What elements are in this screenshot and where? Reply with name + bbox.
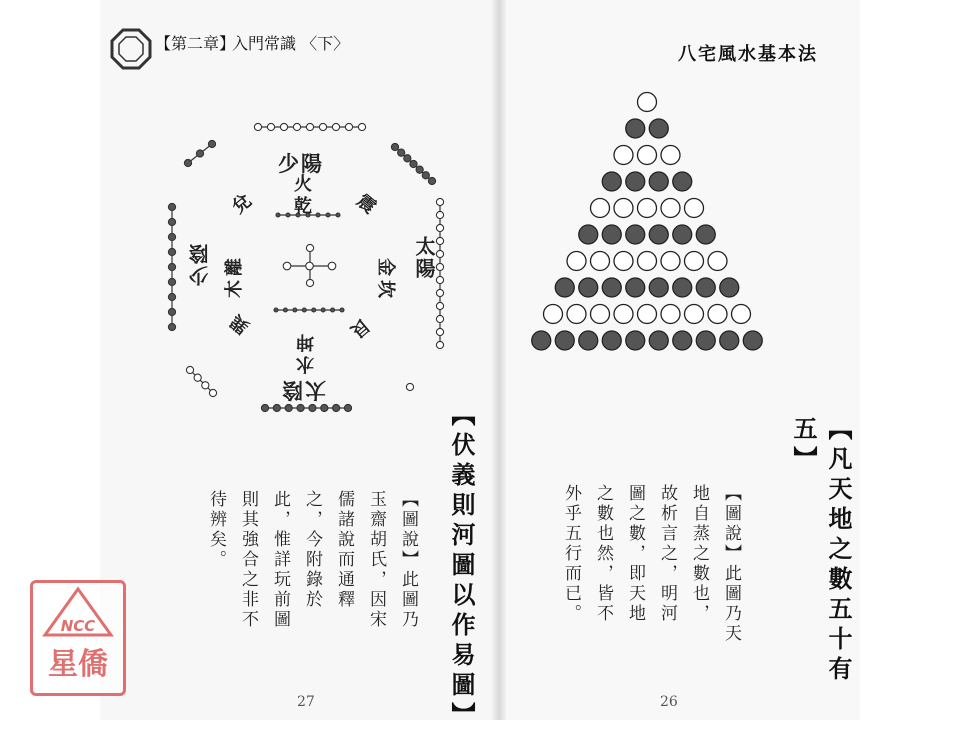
yang-dot — [661, 146, 680, 165]
left-body-column: 玉齋胡氏，因宋 — [366, 490, 386, 630]
yang-dot — [638, 93, 657, 112]
yang-dot — [661, 305, 680, 324]
yin-dot — [673, 331, 692, 350]
yin-dot — [602, 278, 621, 297]
yin-dot — [649, 225, 668, 244]
right-body-column: 故析言之，明河 — [657, 484, 677, 624]
right-body-column: 地自蒸之數也， — [689, 484, 709, 624]
label-gen: 艮 — [346, 314, 374, 342]
yang-dot — [685, 199, 704, 218]
left-page-title: 【伏義則河圖以作易圖】 — [447, 402, 476, 732]
label-tai-yang: 太陽 — [412, 236, 436, 280]
yang-dot — [708, 305, 727, 324]
yin-dot — [649, 172, 668, 191]
yin-dot — [720, 331, 739, 350]
watermark-ncc-text: NCC — [60, 617, 96, 635]
yang-dot — [591, 305, 610, 324]
yang-dot — [614, 252, 633, 271]
yin-dot — [673, 172, 692, 191]
yang-dot — [708, 252, 727, 271]
left-body-column: 此，惟詳玩前圖 — [270, 490, 290, 630]
label-tai-yin: 太陰 — [280, 378, 326, 403]
yin-dot — [649, 278, 668, 297]
yin-dot — [649, 331, 668, 350]
left-body-column: 【圖說】此圖乃 — [398, 490, 418, 630]
yang-dot — [614, 305, 633, 324]
yin-dot — [696, 225, 715, 244]
yin-dot — [696, 331, 715, 350]
yin-dot — [696, 278, 715, 297]
left-header-title: 入門常識 〈下〉 — [232, 34, 350, 53]
yang-dot — [638, 199, 657, 218]
yin-dot — [626, 278, 645, 297]
right-header-title: 八宅風水基本法 — [678, 44, 818, 65]
left-body-column: 則其強合之非不 — [238, 490, 258, 630]
yang-dot — [638, 305, 657, 324]
label-jin: 金 — [375, 258, 396, 276]
right-body-column: 外乎五行而已。 — [561, 484, 581, 624]
left-body-column: 之，今附錄於 — [302, 490, 322, 610]
left-body-column: 待辨矣。 — [206, 490, 226, 570]
left-body-column: 儒諸說而通釋 — [334, 490, 354, 610]
yang-dot — [614, 199, 633, 218]
yin-dot — [673, 278, 692, 297]
yin-dot — [626, 172, 645, 191]
yin-dot — [673, 225, 692, 244]
yang-dot — [661, 252, 680, 271]
yang-dot — [638, 146, 657, 165]
label-qian: 乾 — [294, 196, 312, 217]
watermark-brand-text: 星僑 — [48, 647, 108, 682]
yin-dot — [626, 119, 645, 138]
yang-dot — [544, 305, 563, 324]
yang-dot — [732, 305, 751, 324]
yang-dot — [638, 252, 657, 271]
label-shao-yin: 少陰 — [188, 242, 212, 286]
label-shao-yang: 少陽 — [278, 151, 324, 176]
yin-dot — [579, 278, 598, 297]
yang-dot — [567, 252, 586, 271]
yang-dot — [591, 252, 610, 271]
yang-dot — [614, 146, 633, 165]
right-page-title: 【凡天地之數五十有五】 — [789, 416, 853, 686]
right-body-column: 【圖說】此圖乃天 — [721, 484, 741, 644]
label-zhen: 震 — [352, 190, 380, 218]
left-header-chapter: 【第二章】 — [155, 34, 236, 53]
yin-dot — [720, 278, 739, 297]
yin-dot — [579, 331, 598, 350]
right-body-column: 之數也然，皆不 — [593, 484, 613, 624]
yin-dot — [602, 172, 621, 191]
label-kun: 坤 — [296, 331, 314, 352]
page-number-left: 27 — [297, 694, 315, 710]
ncc-watermark-logo — [30, 580, 126, 696]
right-body-column: 圖之數，即天地 — [625, 484, 645, 624]
yin-dot — [532, 331, 551, 350]
yin-dot — [626, 331, 645, 350]
yin-dot — [602, 331, 621, 350]
page-number-right: 26 — [660, 694, 678, 710]
yang-dot — [591, 199, 610, 218]
yin-dot — [555, 278, 574, 297]
label-kan: 坎 — [375, 280, 396, 298]
yin-dot — [579, 225, 598, 244]
yang-dot — [567, 305, 586, 324]
yin-dot — [743, 331, 762, 350]
yin-dot — [626, 225, 645, 244]
label-xun: 巽 — [226, 310, 254, 338]
yang-dot — [661, 199, 680, 218]
yin-dot — [602, 225, 621, 244]
label-dui: 兌 — [228, 190, 256, 218]
label-huo: 火 — [294, 174, 312, 195]
yang-dot — [685, 252, 704, 271]
label-shui: 水 — [296, 353, 314, 374]
yin-dot — [649, 119, 668, 138]
label-mu: 木 — [224, 280, 245, 298]
label-li: 離 — [224, 258, 245, 276]
yang-dot — [685, 305, 704, 324]
yin-dot — [555, 331, 574, 350]
